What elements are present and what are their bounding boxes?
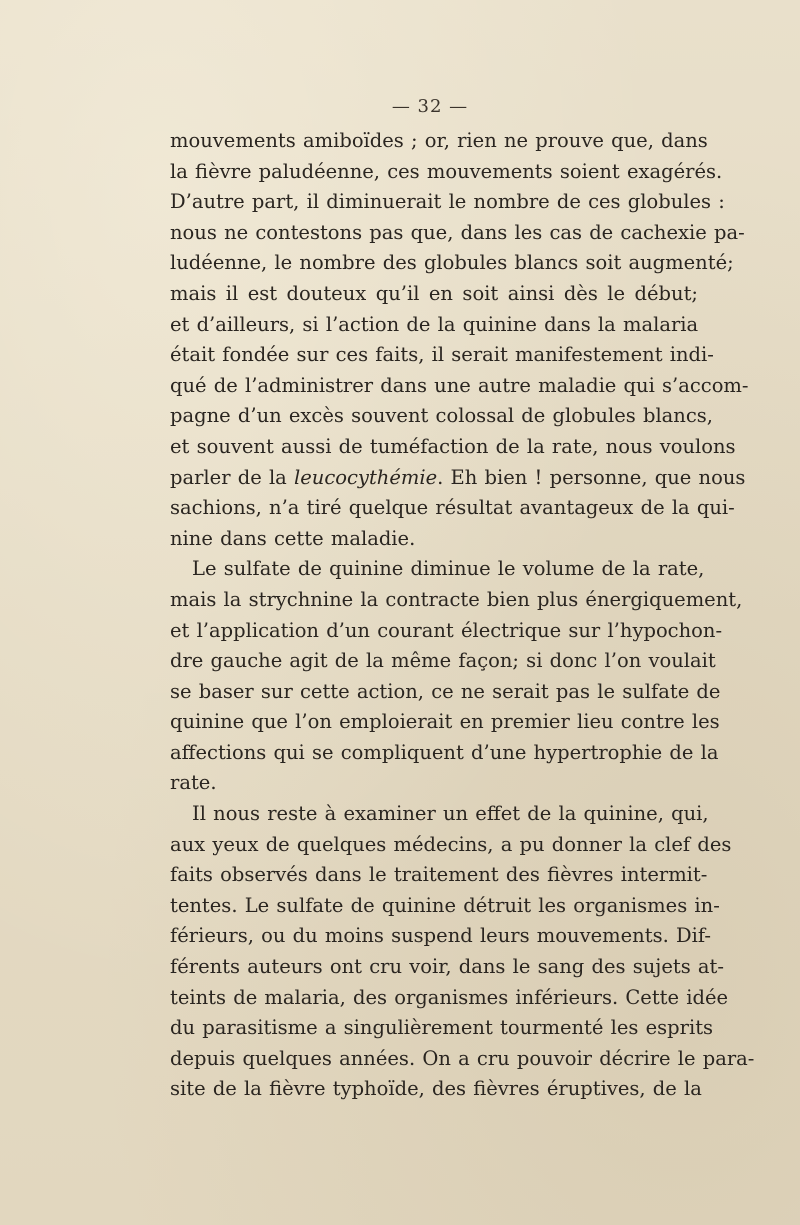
text-line: férieurs, ou du moins suspend leurs mouvements. Dif- (170, 924, 711, 948)
text-line: affections qui se compliquent d’une hypertrophie de la (170, 740, 719, 764)
text-line: était fondée sur ces faits, il serait manifestement indi- (170, 343, 714, 367)
text-line: la fièvre paludéenne, ces mouvements soient exagérés. (170, 159, 723, 183)
text-line: et souvent aussi de tuméfaction de la rate, nous voulons (170, 434, 736, 458)
text-line: mais il est douteux qu’il en soit ainsi dès le début; (170, 281, 698, 305)
text-line: sachions, n’a tiré quelque résultat avantageux de la qui- (170, 496, 735, 520)
text-line: ludéenne, le nombre des globules blancs soit augmenté; (170, 251, 734, 275)
text-line: se baser sur cette action, ce ne serait pas le sulfate de (170, 679, 721, 703)
text-line: D’autre part, il diminuerait le nombre de ces globules : (170, 190, 725, 214)
text-line: et d’ailleurs, si l’action de la quinine dans la malaria (170, 312, 699, 336)
text-line: depuis quelques années. On a cru pouvoir décrire le para- (170, 1046, 755, 1070)
text-line: du parasitisme a singulièrement tourmenté les esprits (170, 1016, 714, 1040)
text-segment: . Eh bien ! personne, que nous (437, 465, 746, 489)
paragraph-start-line: Il nous reste à examiner un effet de la quinine, qui, (192, 802, 709, 826)
text-line: aux yeux de quelques médecins, a pu donner la clef des (170, 832, 732, 856)
text-line: pagne d’un excès souvent colossal de globules blancs, (170, 404, 713, 428)
page-number: — 32 — (391, 96, 469, 117)
text-line: rate. (170, 771, 217, 795)
text-line: mouvements amiboïdes ; or, rien ne prouve que, dans (170, 129, 708, 152)
text-line: mais la strychnine la contracte bien plus énergiquement, (170, 587, 743, 611)
text-segment: parler de la (170, 465, 295, 489)
text-line: dre gauche agit de la même façon; si donc l’on voulait (170, 649, 716, 673)
text-line (170, 463, 746, 494)
text-line: férents auteurs ont cru voir, dans le sang des sujets at- (170, 955, 724, 979)
italic-term: leucocythémie (294, 465, 438, 489)
text-line: teints de malaria, des organismes inférieurs. Cette idée (170, 985, 729, 1009)
text-line: tentes. Le sulfate de quinine détruit les organismes in- (170, 893, 720, 917)
text-line: quinine que l’on emploierait en premier lieu contre les (170, 710, 720, 734)
text-line: nous ne contestons pas que, dans les cas de cachexie pa- (170, 220, 745, 244)
body-text (170, 126, 755, 1105)
text-line: et l’application d’un courant électrique sur l’hypochon- (170, 618, 723, 642)
text-line: faits observés dans le traitement des fièvres intermit- (170, 863, 708, 887)
text-line: site de la fièvre typhoïde, des fièvres éruptives, de la (170, 1077, 702, 1101)
text-line: qué de l’administrer dans une autre maladie qui s’accom- (170, 373, 749, 397)
text-line: nine dans cette maladie. (170, 526, 416, 550)
paragraph-start-line: Le sulfate de quinine diminue le volume de la rate, (192, 557, 705, 581)
